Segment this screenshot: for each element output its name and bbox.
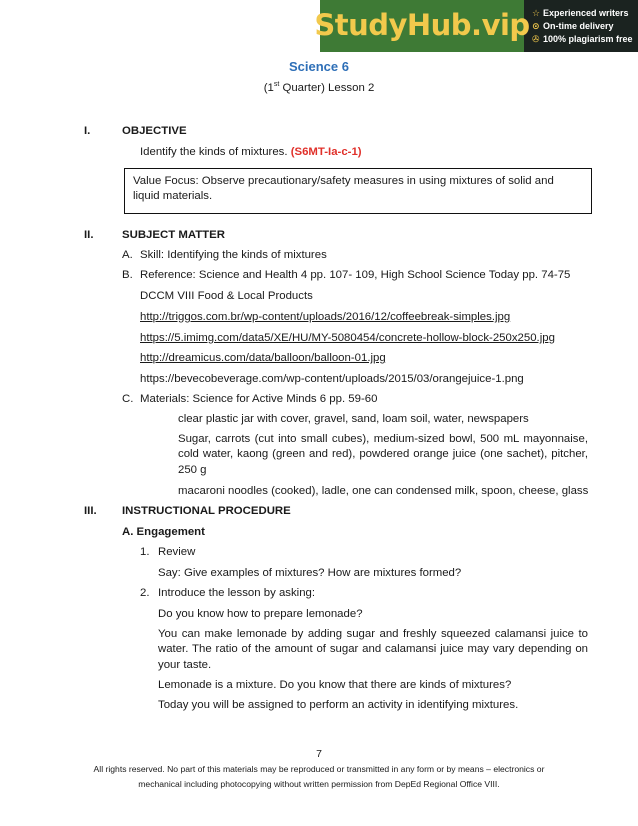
step-number: 2. xyxy=(140,587,150,599)
copyright-line: All rights reserved. No part of this materials may be reproduced or transmitted in any form or by means – electronics or xyxy=(93,764,545,774)
reference-dccm: DCCM VIII Food & Local Products xyxy=(140,290,313,302)
skill-text: Skill: Identifying the kinds of mixtures xyxy=(140,249,327,261)
copyright-line: mechanical including photocopying without written permission from DepEd Regional Office VIII. xyxy=(138,779,500,789)
reference-text: Reference: Science and Health 4 pp. 107- 109, High School Science Today pp. 74-75 xyxy=(140,269,571,281)
shield-icon: ✇ xyxy=(532,33,540,44)
banner-feature xyxy=(532,33,633,46)
competency-code: (S6MT-Ia-c-1) xyxy=(290,146,362,158)
section-title: SUBJECT MATTER xyxy=(122,229,225,241)
subsection-title: A. Engagement xyxy=(122,526,205,538)
item-label: A. xyxy=(122,249,133,261)
subtitle-part: Quarter) Lesson 2 xyxy=(279,81,375,94)
item-label: C. xyxy=(122,393,134,405)
section-number: I. xyxy=(84,125,91,137)
step-paragraph: You can make lemonade by adding sugar and freshly squeezed calamansi juice to water. The ratio of the amount of sugar and calamansi juice may vary depending on your taste. xyxy=(158,628,588,671)
banner-feature xyxy=(532,7,633,20)
section-title: INSTRUCTIONAL PROCEDURE xyxy=(122,505,291,517)
objective-statement: Identify the kinds of mixtures. xyxy=(140,146,291,158)
banner-feature-text: Experienced writers xyxy=(543,7,629,18)
banner-feature-text: On-time delivery xyxy=(543,20,614,31)
step-number: 1. xyxy=(140,546,150,558)
materials-text: Materials: Science for Active Minds 6 pp. 59-60 xyxy=(140,393,378,405)
step-detail: Say: Give examples of mixtures? How are mixtures formed? xyxy=(158,567,462,579)
step-detail: Do you know how to prepare lemonade? xyxy=(158,608,363,620)
value-focus-box: Value Focus: Observe precautionary/safety measures in using mixtures of solid and liquid materials. xyxy=(124,168,592,214)
step-paragraph: Today you will be assigned to perform an activity in identifying mixtures. xyxy=(158,699,519,711)
studyhub-banner[interactable] xyxy=(314,0,638,52)
lesson-subtitle xyxy=(0,80,638,96)
reference-link[interactable]: http://triggos.com.br/wp-content/uploads/2016/12/coffeebreak-simples.jpg xyxy=(140,311,511,323)
subtitle-part: (1 xyxy=(263,81,274,94)
reference-url-plain: https://bevecobeverage.com/wp-content/uploads/2015/03/orangejuice-1.png xyxy=(140,373,524,385)
page-number: 7 xyxy=(316,748,322,760)
materials-list: macaroni noodles (cooked), ladle, one can condensed milk, spoon, cheese, glass xyxy=(178,485,589,497)
banner-feature-text: 100% plagiarism free xyxy=(543,33,633,44)
step-paragraph: Lemonade is a mixture. Do you know that there are kinds of mixtures? xyxy=(158,679,512,691)
section-title: OBJECTIVE xyxy=(122,125,187,137)
subtitle-sup: st xyxy=(273,81,280,88)
banner-features xyxy=(524,7,633,46)
reference-link[interactable]: http://dreamicus.com/data/balloon/balloon-01.jpg xyxy=(140,352,386,364)
star-icon: ☆ xyxy=(532,7,541,18)
reference-link[interactable]: https://5.imimg.com/data5/XE/HU/MY-5080454/concrete-hollow-block-250x250.jpg xyxy=(140,332,555,344)
item-label: B. xyxy=(122,269,133,281)
step-text: Review xyxy=(158,546,196,558)
objective-text xyxy=(140,145,362,160)
clock-icon: ⊙ xyxy=(532,20,540,31)
step-text: Introduce the lesson by asking: xyxy=(158,587,316,599)
materials-list: clear plastic jar with cover, gravel, sand, loam soil, water, newspapers xyxy=(178,413,529,425)
materials-list: Sugar, carrots (cut into small cubes), medium-sized bowl, 500 mL mayonnaise, cold water, kaong (green and red), powdered orange juice (one sachet), pitcher, 250 g xyxy=(178,433,588,476)
section-number: II. xyxy=(84,229,94,241)
banner-feature xyxy=(532,20,633,33)
page-title: Science 6 xyxy=(289,59,349,74)
section-number: III. xyxy=(84,505,97,517)
studyhub-logo[interactable]: StudyHub.vip xyxy=(320,0,524,52)
